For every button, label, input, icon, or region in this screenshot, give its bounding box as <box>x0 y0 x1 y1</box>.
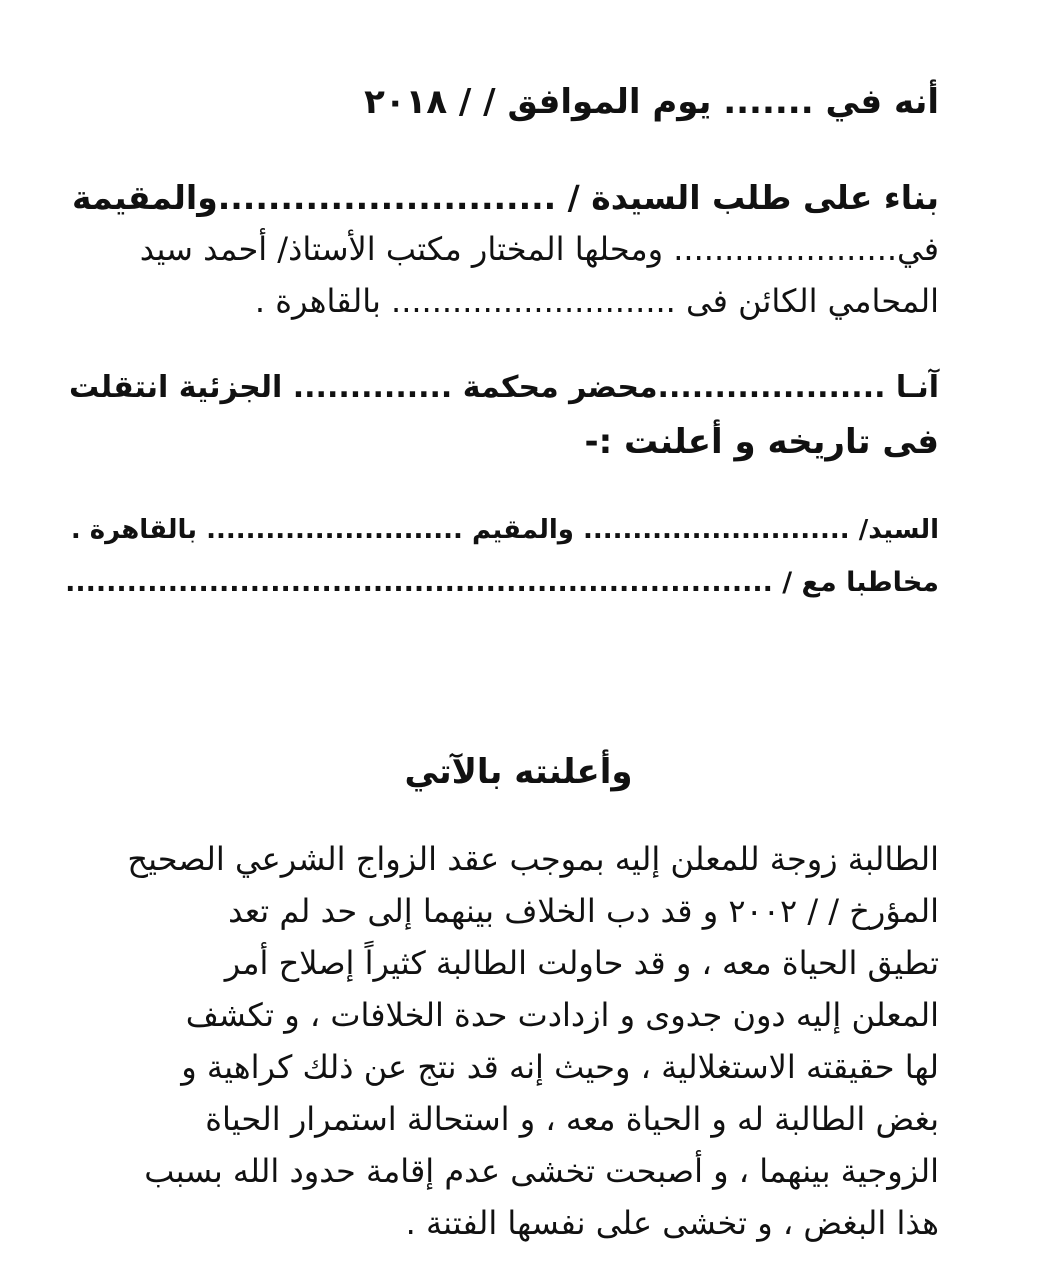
bailiff-line-2: فى تاريخه و أعلنت :- <box>584 422 939 462</box>
bailiff-line-1: آنـا ....................محضر محكمة .............. الجزئية انتقلت <box>68 370 939 405</box>
recipient-line-1: السيد/ ........................... والمقيم .......................... بالقاهرة . <box>70 515 939 545</box>
announcement-title: وأعلنته بالآتي <box>404 752 633 792</box>
announcement-line: تطيق الحياة معه ، و قد حاولت الطالبة كثيراً إصلاح أمر <box>224 944 939 982</box>
requester-line-2: في...................... ومحلها المختار مكتب الأستاذ/ أحمد سيد <box>139 230 939 268</box>
announcement-line: المعلن إليه دون جدوى و ازدادت حدة الخلافات ، و تكشف <box>185 996 939 1034</box>
announcement-line: الزوجية بينهما ، و أصبحت تخشى عدم إقامة حدود الله بسبب <box>144 1152 939 1190</box>
announcement-line: لها حقيقته الاستغلالية ، وحيث إنه قد نتج عن ذلك كراهية و <box>181 1048 939 1086</box>
announcement-line: بغض الطالبة له و الحياة معه ، و استحالة استمرار الحياة <box>205 1100 939 1138</box>
requester-line-1: بناء على طلب السيدة / ...........................والمقيمة <box>72 178 939 217</box>
date-line: أنه في ....... يوم الموافق / / ٢٠١٨ <box>364 82 939 122</box>
announcement-line: المؤرخ / / ٢٠٠٢ و قد دب الخلاف بينهما إلى حد لم تعد <box>228 892 939 930</box>
announcement-line: هذا البغض ، و تخشى على نفسها الفتنة . <box>405 1204 939 1242</box>
recipient-line-2: مخاطبا مع / ..................................................................... <box>65 567 939 598</box>
announcement-line: الطالبة زوجة للمعلن إليه بموجب عقد الزواج الشرعي الصحيح <box>127 840 939 878</box>
requester-line-3: المحامي الكائن فى ............................ بالقاهرة . <box>254 282 939 320</box>
